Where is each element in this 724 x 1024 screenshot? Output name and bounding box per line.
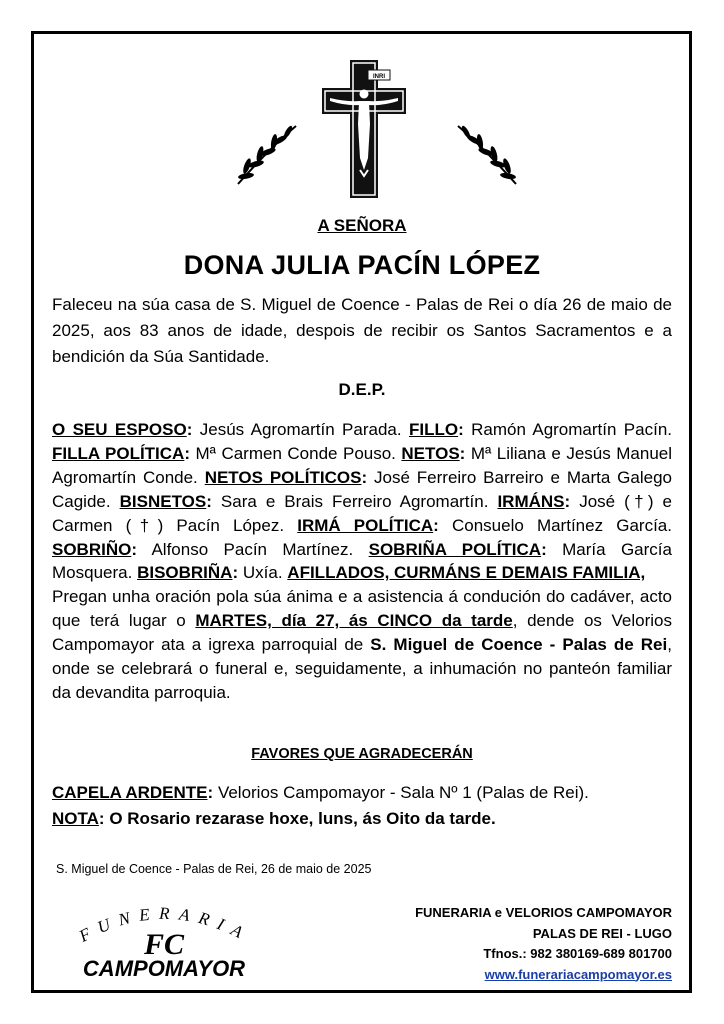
crucifix-icon (316, 58, 412, 200)
funeraria-logo (52, 896, 276, 982)
company-website-link[interactable]: www.funerariacampomayor.es (484, 966, 672, 982)
logo-bottom-text: CAMPOMAYOR (82, 956, 246, 981)
nota-label: NOTA (52, 809, 99, 828)
esposo-label: O SEU ESPOSO (52, 420, 187, 439)
ceremony-when: MARTES, día 27, ás CINCO da tarde (195, 611, 513, 631)
laurel-left-icon (230, 118, 302, 190)
sobrino-label: SOBRIÑO (52, 539, 132, 559)
company-info (415, 903, 672, 985)
irmans-label: IRMÁNS (497, 491, 565, 511)
irma-politica-value: Consuelo Martínez García. (451, 515, 672, 535)
deceased-name: DONA JULIA PACÍN LÓPEZ (183, 250, 541, 280)
bisnetos-value: Sara e Brais Ferreiro Agromartín. (220, 491, 489, 511)
filla-politica-label: FILLA POLÍTICA (52, 443, 185, 463)
capela-value: Velorios Campomayor - Sala Nº 1 (Palas de Rei). (217, 783, 589, 802)
company-location: PALAS DE REI - LUGO (532, 925, 672, 941)
ceremony-text-2: , dende os Velorios Campomayor ata a igrexa parroquial de (52, 611, 672, 655)
demais-familia: AFILLADOS, CURMÁNS E DEMAIS FAMILIA, (287, 563, 646, 583)
ceremony-text-1: Pregan unha oración pola súa ánima e a asistencia á condución do cadáver, acto que terá lugar o (52, 587, 672, 631)
inri-label: INRI (373, 74, 385, 80)
irma-politica-label: IRMÁ POLÍTICA (297, 515, 434, 535)
honorific-heading: A SEÑORA (317, 216, 407, 235)
sobrina-politica-value: María García Mosquera. (52, 539, 672, 583)
netos-politicos-label: NETOS POLÍTICOS (204, 467, 362, 487)
logo-monogram: FC (143, 928, 185, 961)
company-name: FUNERARIA e VELORIOS CAMPOMAYOR (415, 905, 672, 920)
filla-politica-value: Mª Carmen Conde Pouso. (195, 443, 396, 463)
ceremony-place: S. Miguel de Coence - Palas de Rei (370, 635, 668, 655)
bisnetos-label: BISNETOS (119, 491, 207, 511)
irmans-value: José (†) e Carmen (†) Pacín López. (52, 491, 672, 535)
capela-label: CAPELA ARDENTE (52, 783, 208, 802)
netos-politicos-value: José Ferreiro Barreiro e Marta Galego Cagide. (52, 467, 672, 511)
date-line: S. Miguel de Coence - Palas de Rei, 26 de maio de 2025 (56, 862, 372, 876)
fillo-value: Ramón Agromartín Pacín. (471, 420, 672, 439)
netos-label: NETOS (401, 443, 460, 463)
sobrino-value: Alfonso Pacín Martínez. (151, 539, 354, 559)
bisobrina-label: BISOBRIÑA (137, 563, 233, 583)
favores-heading: FAVORES QUE AGRADECERÁN (251, 746, 473, 762)
netos-value: Mª Liliana e Jesús Manuel Agromartín Conde. (52, 443, 673, 487)
death-announcement: Faleceu na súa casa de S. Miguel de Coence - Palas de Rei o día 26 de maio de 2025, aos 83 anos de idade, despois de recibir os Santos Sacramentos e a bendición da Súa Santidade. (52, 295, 672, 366)
family-and-ceremony: O SEU ESPOSO: Jesús Agromartín Parada. FILLO: Ramón Agromartín Pacín. FILLA POLÍTICA: Mª Carmen Conde Pouso. NETOS: Mª Liliana e Jesús Manuel Agromartín Conde. NETOS POLÍTICOS: José Ferreiro Barreiro e Marta Galego Cagide. BISNETOS: Sara e Brais Ferreiro Agromartín. IRMÁNS: José (†) e Carmen (†) Pacín López. IRMÁ POLÍTICA: Consuelo Martínez García. SOBRIÑO: Alfonso Pacín Martínez. SOBRIÑA POLÍTICA: María García Mosquera. BISOBRIÑA: Uxía. AFILLADOS, CURMÁNS E DEMAIS FAMILIA, Pregan unha oración pola súa ánima e a asistencia á condución do cadáver, acto que terá lugar o MARTES, día 27, ás CINCO da tarde, dende os Velorios Campomayor ata a igrexa parroquial de S. Miguel de Coence - Palas de Rei, onde se celebrará o funeral e, seguidamente, a inhumación no panteón familiar da devandita parroquia. (52, 420, 673, 702)
sobrina-politica-label: SOBRIÑA POLÍTICA (368, 539, 542, 559)
nota-value: O Rosario rezarase hoxe, luns, ás Oito da tarde. (109, 809, 496, 828)
fillo-label: FILLO (408, 420, 459, 439)
esposo-value: Jesús Agromartín Parada. (199, 420, 402, 439)
laurel-right-icon (452, 118, 524, 190)
bisobrina-value: Uxía. (242, 563, 283, 583)
company-phones: Tfnos.: 982 380169-689 801700 (483, 946, 672, 961)
logo-top-text: FUNERARIA (76, 903, 254, 946)
ceremony-text-3: , onde se celebrará o funeral e, seguidamente, a inhumación no panteón familiar da devandita parroquia. (52, 635, 672, 702)
capela-and-nota: CAPELA ARDENTE: Velorios Campomayor - Sala Nº 1 (Palas de Rei). NOTA: O Rosario rezarase hoxe, luns, ás Oito da tarde. (52, 783, 589, 828)
dep-heading: D.E.P. (338, 380, 386, 399)
